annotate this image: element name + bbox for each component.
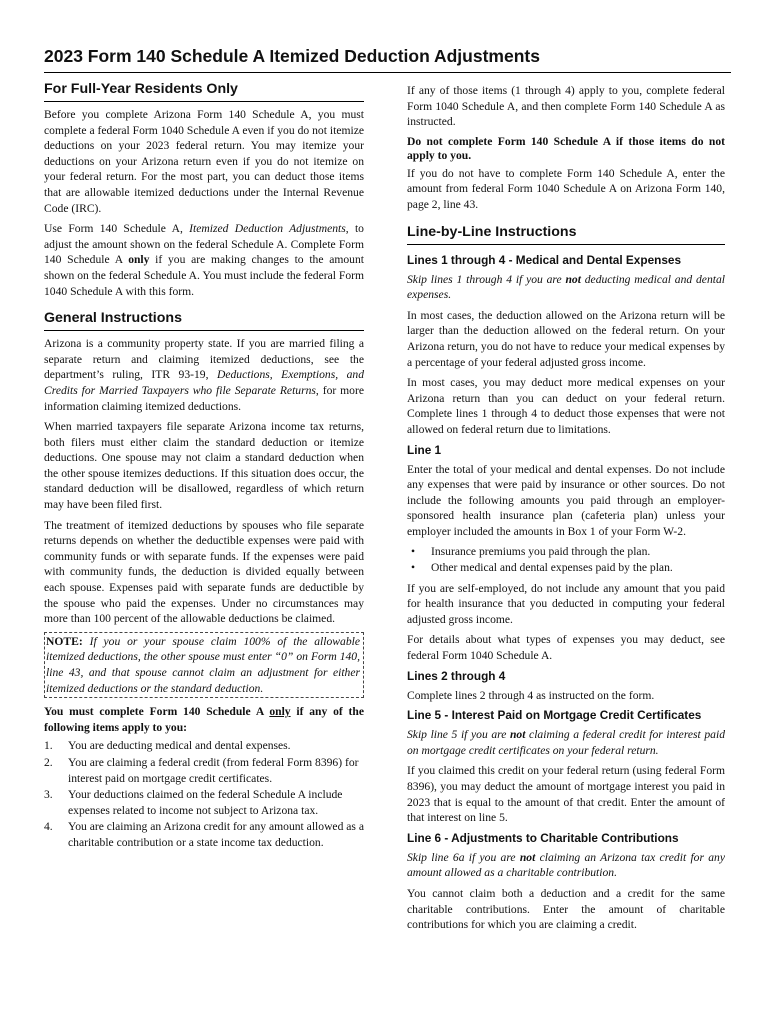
skip-line-5-not: not [509, 728, 526, 742]
section-heading-line-by-line: Line-by-Line Instructions [407, 223, 725, 245]
skip-line-6a-text-a: Skip line 6a if you are [407, 850, 520, 864]
intro-text: Before you complete Arizona Form 140 Schedule A, you must complete a federal Form 1040 Schedule A even if you do not itemize deductions on your 2023 federal return. You may itemize your deductions on your Arizona return even if you do not itemize on your federal return. For the most part, you can deduct those items that are allowable itemized deductions under the Internal Revenue Code (IRC). [44, 108, 364, 215]
community-property-paragraph [44, 336, 364, 414]
must-complete-text-b: if any of the following items apply to you: [44, 705, 364, 734]
skip-line-5-text-b: claiming a federal credit for interest paid on mortgage credit certificates on your federal return. [407, 728, 725, 757]
list-item [44, 819, 364, 850]
cafeteria-plan-list [407, 544, 725, 575]
skip-lines-1-4-text-b: deducting medical and dental expenses. [407, 272, 725, 302]
skip-line-6a-not: not [519, 850, 536, 864]
list-item-text: You are deducting medical and dental expenses. [68, 739, 291, 753]
community-property-text-italic: Deductions, Exemptions, and Credits for Married Taxpayers who file Separate Returns [44, 368, 364, 397]
skip-lines-1-4-text-a: Skip lines 1 through 4 if you are [407, 272, 566, 286]
list-item-number: 2. [44, 755, 53, 769]
conditions-list [44, 738, 364, 850]
must-complete-paragraph [44, 704, 364, 735]
note-text: If you or your spouse claim 100% of the allowable itemized deductions, the other spouse must enter “0” on Form 140, line 43, and that spouse cannot claim an adjustment for either itemized deductions or the standard deduction. [46, 634, 360, 695]
list-item [407, 544, 725, 560]
must-complete-text-a: You must complete Form 140 Schedule A [44, 705, 270, 719]
married-separate-paragraph: When married taxpayers file separate Arizona income tax returns, both filers must either claim the standard deduction or itemize deductions. One spouse may not claim a standard deduction when the other spouse itemizes deductions. If this situation does occur, the standard deduction will be disallowed, regardless of which return may have been filed first. [44, 420, 364, 512]
enter-amount-paragraph: If you do not have to complete Form 140 Schedule A, enter the amount from federal Form 1040 Schedule A on Arizona Form 140, page 2, line 43. [407, 166, 725, 211]
page-title: 2023 Form 140 Schedule A Itemized Deduction Adjustments [44, 46, 540, 66]
use-form-text-italic: Itemized Deduction Adjustments [189, 222, 346, 236]
deduct-more-paragraph: In most cases, you may deduct more medical expenses on your Arizona return than you can deduct on your federal return. Complete lines 1 through 4 to deduct those expenses that were not allowed on federal return due to limitations. [407, 376, 725, 436]
section-heading-general-instructions: General Instructions [44, 309, 364, 331]
skip-line-6a [407, 850, 725, 881]
list-item-text: Insurance premiums you paid through the plan. [431, 545, 651, 559]
list-item [44, 738, 364, 754]
skip-line-5 [407, 727, 725, 758]
community-property-text-b: , for more information claiming itemized deductions. [44, 383, 364, 413]
title-rule [44, 72, 731, 73]
details-paragraph: For details about what types of expenses you may deduct, see federal Form 1040 Schedule A. [407, 633, 725, 663]
intro-paragraph [44, 107, 364, 216]
list-item [44, 755, 364, 786]
list-item [44, 787, 364, 818]
list-item-number: 1. [44, 739, 53, 753]
subheading-line-5: Line 5 - Interest Paid on Mortgage Credit Certificates [407, 708, 702, 723]
line-5-paragraph: If you claimed this credit on your federal return (using federal Form 8396), you may deduct the amount of mortgage interest you paid in 2023 that is equal to the amount of that credit. Enter the amount of that interest on line 5. [407, 764, 725, 825]
list-item-number: 4. [44, 820, 53, 834]
subheading-line-6: Line 6 - Adjustments to Charitable Contributions [407, 830, 679, 845]
list-item-text: You are claiming an Arizona credit for any amount allowed as a charitable contribution or a state income tax deduction. [68, 820, 364, 849]
line-1-paragraph: Enter the total of your medical and dental expenses. Do not include any expenses that were paid by insurance or other sources. Do not include the following amounts you paid through an employer-sponsored health insurance plan (cafeteria plan) unless your employer included the amounts in Box 1 of your Form W-2. [407, 462, 725, 538]
use-form-text-b: , to adjust the amount shown on the federal Schedule A. Complete Form 140 Schedule A [44, 222, 364, 267]
use-form-text-c: if you are making changes to the amount shown on the federal Schedule A. You must include the federal Form 1040 Schedule A with this form. [44, 253, 364, 298]
section-heading-full-year-residents: For Full-Year Residents Only [44, 80, 364, 102]
note-label: NOTE: [46, 634, 83, 648]
apply-paragraph: If any of those items (1 through 4) apply to you, complete federal Form 1040 Schedule A, and then complete Form 140 Schedule A as instructed. [407, 84, 725, 129]
line-6-paragraph: You cannot claim both a deduction and a credit for the same charitable contributions. Enter the amount of charitable contributions for which you are claiming a credit. [407, 886, 725, 932]
subheading-lines-1-4: Lines 1 through 4 - Medical and Dental Expenses [407, 252, 682, 267]
skip-lines-1-4 [407, 272, 725, 303]
list-item-text: You are claiming a federal credit (from federal Form 8396) for interest paid on mortgage credit certificates. [68, 755, 359, 785]
use-form-text-a: Use Form 140 Schedule A, [44, 222, 190, 236]
note-box [44, 632, 364, 698]
do-not-complete-paragraph: Do not complete Form 140 Schedule A if those items do not apply to you. [407, 134, 725, 162]
treatment-paragraph: The treatment of itemized deductions by spouses who file separate returns depends on whether the deductible expenses were paid with community funds or with separate funds. If the expenses were paid with community funds, the deduction is divided equally between each spouse. Expenses paid with separate funds are deductible by the spouse who paid the expenses. Under no circumstances may more than 100 percent of the allowable deductions be claimed. [44, 518, 364, 626]
list-item-number: 3. [44, 788, 53, 802]
left-column [44, 80, 364, 852]
must-complete-only: only [269, 705, 291, 719]
self-employed-paragraph: If you are self-employed, do not include any amount that you paid for health insurance that you deducted in computing your federal adjusted gross income. [407, 581, 725, 626]
use-form-paragraph [44, 221, 364, 299]
skip-lines-1-4-not: not [565, 272, 581, 286]
list-item-text: Your deductions claimed on the federal Schedule A include expenses related to income not subject to Arizona tax. [68, 788, 343, 817]
bullet-icon: • [411, 561, 416, 575]
list-item [407, 560, 725, 576]
skip-line-6a-text-b: claiming an Arizona tax credit for any amount allowed as a charitable contribution. [407, 850, 725, 880]
bullet-icon: • [411, 545, 416, 559]
list-item-text: Other medical and dental expenses paid by the plan. [431, 561, 673, 575]
use-form-text-only: only [128, 253, 150, 267]
subheading-lines-2-4: Lines 2 through 4 [407, 668, 506, 683]
community-property-text-a: Arizona is a community property state. If you are married filing a separate return and claiming itemized deductions, see the department’s ruling, ITR 93-19, [44, 337, 364, 382]
deduction-larger-paragraph: In most cases, the deduction allowed on the Arizona return will be larger than the deduction allowed on the federal return. On your Arizona return, you do not have to reduce your medical expenses by a percentage of your federal adjusted gross income. [407, 308, 725, 369]
skip-line-5-text-a: Skip line 5 if you are [407, 728, 510, 742]
right-column [407, 83, 725, 938]
lines-2-4-paragraph: Complete lines 2 through 4 as instructed on the form. [407, 688, 655, 702]
subheading-line-1: Line 1 [407, 442, 442, 457]
